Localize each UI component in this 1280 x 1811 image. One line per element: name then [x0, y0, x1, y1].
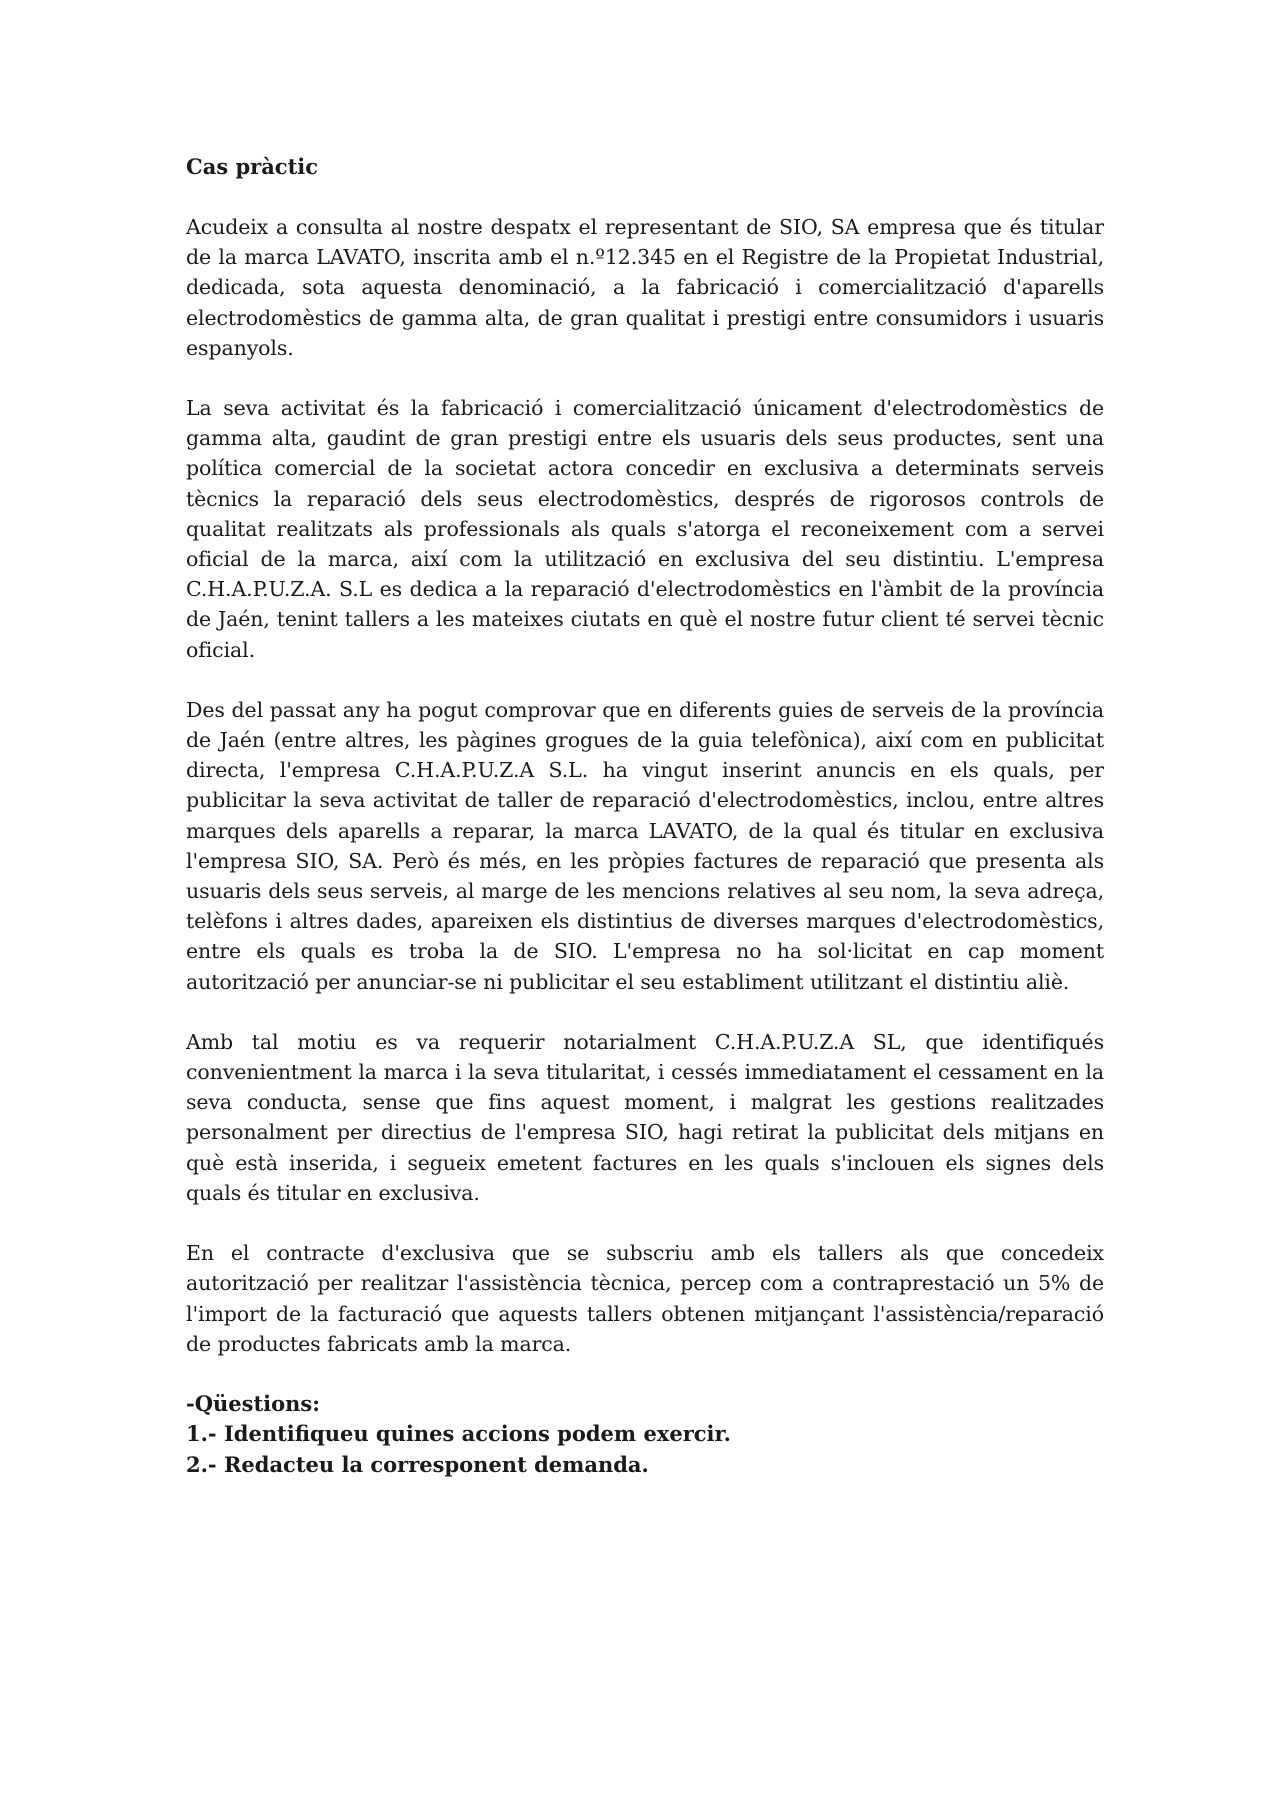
paragraph-notarial-request: Amb tal motiu es va requerir notarialment C.H.A.P.U.Z.A SL, que identifiqués convenientment la marca i la seva titularitat, i cessés immediatament el cessament en la seva conducta, sense que fins aquest moment, i malgrat les gestions realitzades personalment per directius de l'empresa SIO, hagi retirat la publicitat dels mitjans en què està inserida, i segueix emetent factures en les quals s'inclouen els signes dels quals és titular en exclusiva.: [186, 1029, 1104, 1205]
question-item: 2.- Redacteu la corresponent demanda.: [186, 1451, 649, 1477]
paragraph-infringement: Des del passat any ha pogut comprovar que en diferents guies de serveis de la província de Jaén (entre altres, les pàgines grogues de la guia telefònica), així com en publicitat directa, l'empresa C.H.A.P.U.Z.A S.L. ha vingut inserint anuncis en els quals, per publicitar la seva activitat de taller de reparació d'electrodomèstics, inclou, entre altres marques dels aparells a reparar, la marca LAVATO, de la qual és titular en exclusiva l'empresa SIO, SA. Però és més, en les pròpies factures de reparació que presenta als usuaris dels seus serveis, al marge de les mencions relatives al seu nom, la seva adreça, telèfons i altres dades, apareixen els distintius de diverses marques d'electrodomèstics, entre els quals es troba la de SIO. L'empresa no ha sol·licitat en cap moment autorització per anunciar-se ni publicitar el seu establiment utilitzant el distintiu aliè.: [186, 697, 1104, 994]
questions-section: [186, 1389, 1104, 1481]
paragraph-exclusivity-contract: En el contracte d'exclusiva que se subscriu amb els tallers als que concedeix autorització per realitzar l'assistència tècnica, percep com a contraprestació un 5% de l'import de la facturació que aquests tallers obtenen mitjançant l'assistència/reparació de productes fabricats amb la marca.: [186, 1241, 1104, 1356]
paragraph-consultation: Acudeix a consulta al nostre despatx el representant de SIO, SA empresa que és titular de la marca LAVATO, inscrita amb el n.º12.345 en el Registre de la Propietat Industrial, dedicada, sota aquesta denominació, a la fabricació i comercialització d'aparells electrodomèstics de gamma alta, de gran qualitat i prestigi entre consumidors i usuaris espanyols.: [186, 215, 1104, 360]
paragraph-activity: La seva activitat és la fabricació i comercialització únicament d'electrodomèstics de gamma alta, gaudint de gran prestigi entre els usuaris dels seus productes, sent una política comercial de la societat actora concedir en exclusiva a determinats serveis tècnics la reparació dels seus electrodomèstics, després de rigorosos controls de qualitat realitzats als professionals als quals s'atorga el reconeixement com a servei oficial de la marca, així com la utilització en exclusiva del seu distintiu. L'empresa C.H.A.P.U.Z.A. S.L es dedica a la reparació d'electrodomèstics en l'àmbit de la província de Jaén, tenint tallers a les mateixes ciutats en què el nostre futur client té servei tècnic oficial.: [186, 396, 1104, 662]
question-item: 1.- Identifiqueu quines accions podem exercir.: [186, 1421, 731, 1447]
questions-heading: -Qüestions:: [186, 1390, 320, 1416]
document-title: Cas pràctic: [186, 154, 319, 179]
